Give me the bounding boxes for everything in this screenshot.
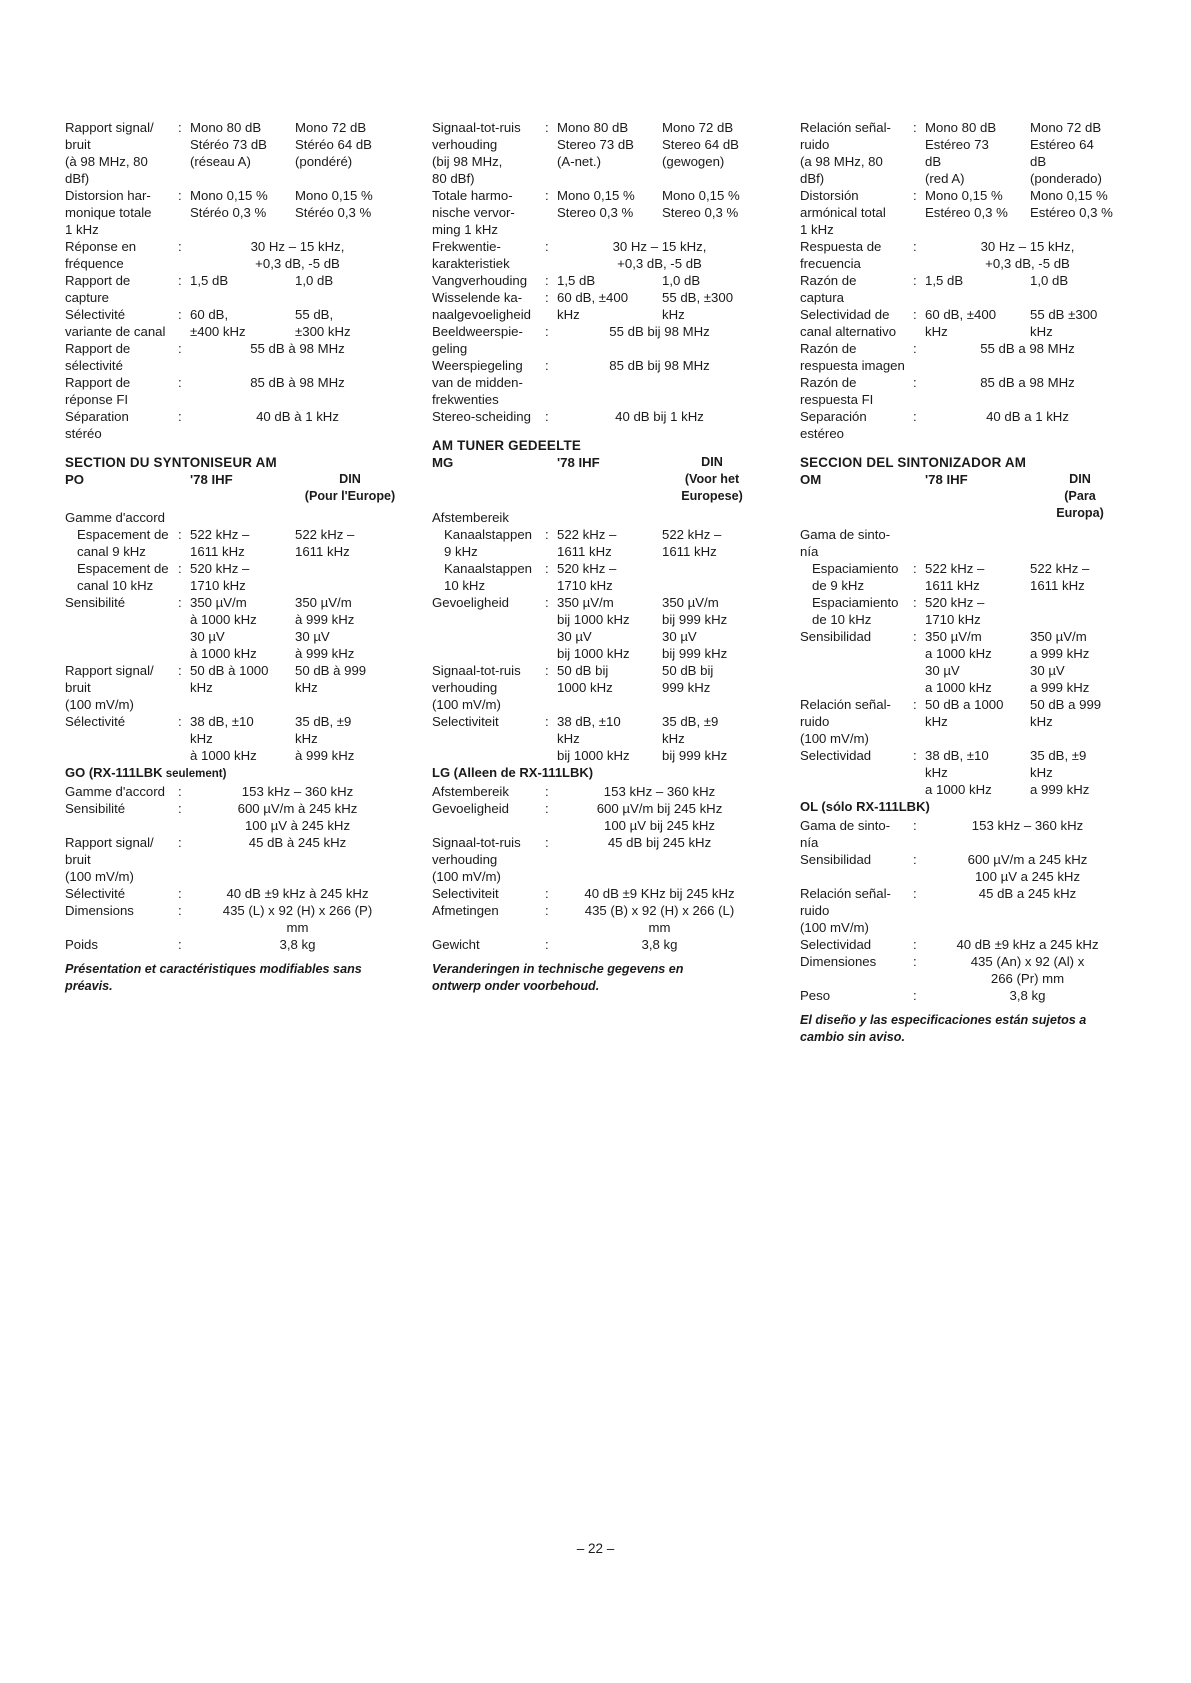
lw-heading-note: seulement) <box>162 768 227 780</box>
spec-label: Afmetingen <box>432 903 499 918</box>
spec-separator: : <box>178 409 182 424</box>
spec-label: Selectividad <box>800 937 872 952</box>
spec-label: Separación estéreo <box>800 409 867 441</box>
spec-value: 85 dB à 98 MHz <box>250 375 345 390</box>
spec-row <box>800 306 1130 340</box>
spec-label: Dimensiones <box>800 954 877 969</box>
am-ihf-label: '78 IHF <box>190 472 233 487</box>
section-heading-am: SECTION DU SYNTONISEUR AM <box>65 455 277 470</box>
spec-value-din: Mono 0,15 % Estéreo 0,3 % <box>1030 188 1113 220</box>
spec-value: 40 dB bij 1 kHz <box>615 409 704 424</box>
spec-value-din: 55 dB, ±300 kHz <box>295 307 351 339</box>
am-din-label: DIN (Voor het Europese) <box>681 455 743 503</box>
spec-row <box>800 696 1130 747</box>
spec-row <box>432 289 762 323</box>
spec-label: Signaal-tot-ruis verhouding (100 mV/m) <box>432 663 521 712</box>
spec-row <box>432 408 762 425</box>
spec-separator: : <box>913 409 917 424</box>
spec-value-ihf: 350 µV/m bij 1000 kHz 30 µV bij 1000 kHz <box>557 595 630 661</box>
spec-separator: : <box>913 954 917 969</box>
section-heading-lw <box>800 798 1130 817</box>
spec-separator: : <box>178 188 182 203</box>
spec-value-din: 522 kHz – 1611 kHz <box>1030 561 1090 593</box>
spec-value-din: 50 dB bij 999 kHz <box>662 663 714 695</box>
spec-separator: : <box>545 663 549 678</box>
footnote-specifications: Présentation et caractéristiques modifiables sans préavis. <box>65 962 362 993</box>
spec-row <box>65 560 405 594</box>
spec-separator: : <box>178 120 182 135</box>
spec-row <box>432 885 762 902</box>
spec-label: Séparation stéréo <box>65 409 129 441</box>
spec-label: Kanaalstappen 9 kHz <box>444 527 532 559</box>
spec-value-ihf: 520 kHz – 1710 kHz <box>925 595 985 627</box>
spec-row <box>432 526 762 560</box>
spec-row <box>800 560 1130 594</box>
am-tuning-range-label: Gamme d'accord <box>65 510 165 525</box>
spec-value-ihf: 520 kHz – 1710 kHz <box>190 561 250 593</box>
am-subheader <box>800 471 1130 522</box>
spec-separator: : <box>913 595 917 610</box>
spec-separator: : <box>545 290 549 305</box>
spec-value-din: 1,0 dB <box>1030 273 1069 288</box>
spec-separator: : <box>545 409 549 424</box>
spec-label: Sélectivité variante de canal <box>65 307 166 339</box>
spec-label: Réponse en fréquence <box>65 239 137 271</box>
spec-label: Selectividad de canal alternativo <box>800 307 897 339</box>
am-band-label: MG <box>432 455 454 470</box>
lw-heading-band: LG (Alleen de RX-111LBK) <box>432 765 594 780</box>
spec-row <box>65 800 405 834</box>
spec-value: 40 dB ±9 kHz à 245 kHz <box>226 886 369 901</box>
spec-label: Distorsion har- monique totale 1 kHz <box>65 188 152 237</box>
spec-value: 55 dB a 98 MHz <box>980 341 1075 356</box>
spec-value-din: 35 dB, ±9 kHz à 999 kHz <box>295 714 355 763</box>
spec-value-ihf: 1,5 dB <box>190 273 229 288</box>
spec-value-din: 350 µV/m à 999 kHz 30 µV à 999 kHz <box>295 595 355 661</box>
spec-value: 45 dB a 245 kHz <box>978 886 1077 901</box>
spec-label: Frekwentie- karakteristiek <box>432 239 510 271</box>
spec-value: 55 dB à 98 MHz <box>250 341 345 356</box>
spec-row <box>65 526 405 560</box>
spec-separator: : <box>545 835 549 850</box>
column-dutch <box>432 119 762 995</box>
spec-label: Gevoeligheid <box>432 595 509 610</box>
spec-separator: : <box>545 358 549 373</box>
spec-row <box>432 783 762 800</box>
spec-value-din: Mono 0,15 % Stereo 0,3 % <box>662 188 740 220</box>
spec-separator: : <box>178 835 182 850</box>
spec-separator: : <box>913 852 917 867</box>
spec-value: 3,8 kg <box>279 937 316 952</box>
spec-separator: : <box>913 937 917 952</box>
spec-row <box>800 851 1130 885</box>
spec-value-din: 522 kHz – 1611 kHz <box>662 527 722 559</box>
spec-label: Signaal-tot-ruis verhouding (bij 98 MHz, 80 dBf) <box>432 120 521 186</box>
spec-value-din: 35 dB, ±9 kHz bij 999 kHz <box>662 714 728 763</box>
spec-value-ihf: 50 dB a 1000 kHz <box>925 697 1004 729</box>
spec-separator: : <box>178 784 182 799</box>
spec-label: Selectiviteit <box>432 714 499 729</box>
spec-separator: : <box>178 307 182 322</box>
spec-value-ihf: 60 dB, ±400 kHz <box>925 307 997 339</box>
spec-label: Espaciamiento de 9 kHz <box>812 561 899 593</box>
spec-label: Espacement de canal 10 kHz <box>77 561 169 593</box>
spec-label: Kanaalstappen 10 kHz <box>444 561 532 593</box>
spec-value: 435 (B) x 92 (H) x 266 (L) mm <box>584 903 735 935</box>
spec-label: Poids <box>65 937 98 952</box>
spec-value-ihf: 50 dB bij 1000 kHz <box>557 663 613 695</box>
footnote-specifications: El diseño y las especificaciones están sujetos a cambio sin aviso. <box>800 1013 1087 1044</box>
spec-separator: : <box>913 886 917 901</box>
spec-value: 30 Hz – 15 kHz, +0,3 dB, -5 dB <box>250 239 345 271</box>
spec-value-ihf: Mono 80 dB Estéreo 73 dB (red A) <box>925 120 997 186</box>
spec-value: 40 dB ±9 kHz a 245 kHz <box>956 937 1099 952</box>
spec-row <box>432 560 762 594</box>
spec-label: Gevoeligheid <box>432 801 509 816</box>
spec-row <box>800 953 1130 987</box>
spec-row <box>800 340 1130 374</box>
spec-row <box>432 119 762 187</box>
spec-value-din: 50 dB a 999 kHz <box>1030 697 1102 729</box>
spec-separator: : <box>545 937 549 952</box>
spec-label: Sensibilidad <box>800 852 872 867</box>
spec-value-ihf: 60 dB, ±400 kHz <box>557 290 629 322</box>
am-subheader <box>432 454 762 505</box>
spec-separator: : <box>913 375 917 390</box>
spec-separator: : <box>545 784 549 799</box>
spec-value-ihf: 1,5 dB <box>925 273 964 288</box>
spec-label: Relación señal- ruido (a 98 MHz, 80 dBf) <box>800 120 891 186</box>
spec-separator: : <box>913 629 917 644</box>
spec-row <box>800 408 1130 442</box>
spec-separator: : <box>913 239 917 254</box>
spec-separator: : <box>545 903 549 918</box>
spec-label: Espacement de canal 9 kHz <box>77 527 169 559</box>
spec-value: 45 dB à 245 kHz <box>248 835 347 850</box>
spec-label: Vangverhouding <box>432 273 528 288</box>
am-ihf-label: '78 IHF <box>925 472 968 487</box>
lw-heading-band: GO (RX-111LBK <box>65 765 163 780</box>
spec-separator: : <box>913 120 917 135</box>
spec-separator: : <box>913 188 917 203</box>
spec-separator: : <box>545 239 549 254</box>
spec-row <box>65 936 405 953</box>
spec-label: Razón de captura <box>800 273 857 305</box>
spec-value: 3,8 kg <box>641 937 678 952</box>
spec-value-ihf: Mono 80 dB Stéréo 73 dB (réseau A) <box>190 120 267 169</box>
spec-row <box>432 323 762 357</box>
spec-value-ihf: 38 dB, ±10 kHz à 1000 kHz <box>190 714 257 763</box>
spec-row <box>65 187 405 238</box>
spec-separator: : <box>178 595 182 610</box>
spec-separator: : <box>545 561 549 576</box>
spec-separator: : <box>913 561 917 576</box>
spec-row <box>65 408 405 442</box>
spec-label: Stereo-scheiding <box>432 409 531 424</box>
spec-row <box>800 594 1130 628</box>
spec-label: Beeldweerspie- geling <box>432 324 523 356</box>
spec-label: Sélectivité <box>65 886 126 901</box>
spec-label: Selectiviteit <box>432 886 499 901</box>
spec-label: Weerspiegeling van de midden- frekwenties <box>432 358 523 407</box>
spec-label: Totale harmo- nische vervor- ming 1 kHz <box>432 188 515 237</box>
spec-separator: : <box>178 663 182 678</box>
spec-row <box>800 885 1130 936</box>
am-ihf-label: '78 IHF <box>557 455 600 470</box>
spec-value: 153 kHz – 360 kHz <box>241 784 354 799</box>
spec-row <box>65 594 405 662</box>
spec-separator: : <box>545 886 549 901</box>
spec-row <box>800 238 1130 272</box>
section-heading-am: AM TUNER GEDEELTE <box>432 438 581 453</box>
spec-label: Gewicht <box>432 937 480 952</box>
spec-value-din: 50 dB à 999 kHz <box>295 663 367 695</box>
spec-separator: : <box>913 341 917 356</box>
spec-value-din: Mono 72 dB Stéréo 64 dB (pondéré) <box>295 120 372 169</box>
spec-value-ihf: 350 µV/m a 1000 kHz 30 µV a 1000 kHz <box>925 629 992 695</box>
spec-value: 3,8 kg <box>1009 988 1046 1003</box>
spec-row <box>65 885 405 902</box>
spec-value: 30 Hz – 15 kHz, +0,3 dB, -5 dB <box>980 239 1075 271</box>
spec-label: Rapport de réponse FI <box>65 375 131 407</box>
spec-label: Sélectivité <box>65 714 126 729</box>
spec-value-din: 55 dB, ±300 kHz <box>662 290 734 322</box>
spec-row <box>800 817 1130 851</box>
spec-value: 435 (An) x 92 (Al) x 266 (Pr) mm <box>970 954 1085 986</box>
spec-label: Razón de respuesta FI <box>800 375 874 407</box>
spec-separator: : <box>913 988 917 1003</box>
spec-row <box>65 374 405 408</box>
spec-row <box>65 834 405 885</box>
spec-value-din: Mono 0,15 % Stéréo 0,3 % <box>295 188 373 220</box>
lw-heading-band: OL (sólo RX-111LBK) <box>800 799 930 814</box>
spec-row <box>432 936 762 953</box>
spec-value-din: 350 µV/m bij 999 kHz 30 µV bij 999 kHz <box>662 595 728 661</box>
spec-value: 600 µV/m a 245 kHz 100 µV a 245 kHz <box>967 852 1088 884</box>
spec-label: Rapport de capture <box>65 273 131 305</box>
spec-value-din: 1,0 dB <box>295 273 334 288</box>
spec-label: Rapport signal/ bruit (100 mV/m) <box>65 663 154 712</box>
spec-row <box>432 902 762 936</box>
spec-value-din: 522 kHz – 1611 kHz <box>295 527 355 559</box>
spec-row <box>432 662 762 713</box>
spec-row <box>800 272 1130 306</box>
spec-row <box>65 272 405 306</box>
spec-value: 600 µV/m bij 245 kHz 100 µV bij 245 kHz <box>596 801 723 833</box>
spec-label: Sensibilidad <box>800 629 872 644</box>
spec-label: Dimensions <box>65 903 134 918</box>
spec-value: 40 dB ±9 KHz bij 245 kHz <box>584 886 735 901</box>
spec-row <box>432 238 762 272</box>
spec-separator: : <box>178 341 182 356</box>
spec-label: Distorsión armónical total 1 kHz <box>800 188 886 237</box>
spec-label: Signaal-tot-ruis verhouding (100 mV/m) <box>432 835 521 884</box>
spec-label: Wisselende ka- naalgevoeligheid <box>432 290 531 322</box>
spec-value-ihf: 522 kHz – 1611 kHz <box>190 527 250 559</box>
spec-separator: : <box>545 188 549 203</box>
spec-value-ihf: Mono 80 dB Stereo 73 dB (A-net.) <box>557 120 634 169</box>
spec-separator: : <box>913 273 917 288</box>
spec-value: 40 dB à 1 kHz <box>256 409 339 424</box>
spec-separator: : <box>913 818 917 833</box>
spec-label: Afstembereik <box>432 784 509 799</box>
spec-value-din: Mono 72 dB Stereo 64 dB (gewogen) <box>662 120 739 169</box>
spec-value: 600 µV/m à 245 kHz 100 µV à 245 kHz <box>237 801 358 833</box>
spec-value-din: 55 dB ±300 kHz <box>1030 307 1098 339</box>
spec-row <box>800 119 1130 187</box>
spec-separator: : <box>178 937 182 952</box>
spec-value-ihf: 350 µV/m à 1000 kHz 30 µV à 1000 kHz <box>190 595 257 661</box>
section-heading-lw <box>65 764 405 783</box>
spec-value: 55 dB bij 98 MHz <box>609 324 710 339</box>
spec-value-ihf: 38 dB, ±10 kHz a 1000 kHz <box>925 748 992 797</box>
spec-separator: : <box>545 714 549 729</box>
spec-value-ihf: 38 dB, ±10 kHz bij 1000 kHz <box>557 714 630 763</box>
spec-row <box>432 357 762 408</box>
spec-row <box>800 187 1130 238</box>
spec-value-ihf: 522 kHz – 1611 kHz <box>925 561 985 593</box>
spec-row <box>432 272 762 289</box>
spec-value-ihf: Mono 0,15 % Estéreo 0,3 % <box>925 188 1008 220</box>
spec-separator: : <box>545 527 549 542</box>
spec-row <box>432 834 762 885</box>
spec-separator: : <box>178 527 182 542</box>
spec-row <box>65 713 405 764</box>
spec-row <box>800 628 1130 696</box>
spec-separator: : <box>545 273 549 288</box>
spec-value: 153 kHz – 360 kHz <box>603 784 716 799</box>
spec-value: 85 dB a 98 MHz <box>980 375 1075 390</box>
spec-value-din: Mono 72 dB Estéreo 64 dB (ponderado) <box>1030 120 1102 186</box>
spec-separator: : <box>178 714 182 729</box>
spec-value-din: 35 dB, ±9 kHz a 999 kHz <box>1030 748 1090 797</box>
section-heading-am: SECCION DEL SINTONIZADOR AM <box>800 455 1027 470</box>
spec-separator: : <box>178 886 182 901</box>
spec-label: Gama de sinto- nía <box>800 818 891 850</box>
am-band-label: OM <box>800 472 822 487</box>
spec-row <box>800 987 1130 1004</box>
spec-separator: : <box>545 801 549 816</box>
spec-row <box>65 238 405 272</box>
section-heading-lw <box>432 764 762 783</box>
spec-label: Sensibilité <box>65 595 126 610</box>
spec-label: Espaciamiento de 10 kHz <box>812 595 899 627</box>
am-band-label: PO <box>65 472 85 487</box>
spec-value-ihf: Mono 0,15 % Stéréo 0,3 % <box>190 188 268 220</box>
spec-value-din: 350 µV/m a 999 kHz 30 µV a 999 kHz <box>1030 629 1090 695</box>
am-din-label: DIN (Para Europa) <box>1056 472 1104 520</box>
spec-separator: : <box>545 595 549 610</box>
spec-value-ihf: 520 kHz – 1710 kHz <box>557 561 617 593</box>
spec-label: Rapport de sélectivité <box>65 341 131 373</box>
spec-value: 153 kHz – 360 kHz <box>971 818 1084 833</box>
spec-separator: : <box>545 324 549 339</box>
spec-value-ihf: 50 dB à 1000 kHz <box>190 663 269 695</box>
spec-label: Gamme d'accord <box>65 784 165 799</box>
spec-row <box>800 374 1130 408</box>
spec-row <box>432 187 762 238</box>
spec-value: 40 dB a 1 kHz <box>986 409 1069 424</box>
spec-value: 435 (L) x 92 (H) x 266 (P) mm <box>222 903 373 935</box>
spec-row <box>65 340 405 374</box>
spec-separator: : <box>545 120 549 135</box>
spec-separator: : <box>913 697 917 712</box>
spec-value: 45 dB bij 245 kHz <box>607 835 712 850</box>
footnote-specifications: Veranderingen in technische gegevens en ontwerp onder voorbehoud. <box>432 962 684 993</box>
spec-separator: : <box>178 903 182 918</box>
spec-row <box>432 713 762 764</box>
am-subheader <box>65 471 405 505</box>
spec-label: Selectividad <box>800 748 872 763</box>
spec-row <box>800 747 1130 798</box>
spec-row <box>65 306 405 340</box>
spec-label: Peso <box>800 988 831 1003</box>
column-spanish <box>800 119 1130 1046</box>
spec-value-ihf: 1,5 dB <box>557 273 596 288</box>
spec-label: Razón de respuesta imagen <box>800 341 905 373</box>
spec-row <box>65 119 405 187</box>
spec-value-ihf: 522 kHz – 1611 kHz <box>557 527 617 559</box>
spec-label: Respuesta de frecuencia <box>800 239 882 271</box>
spec-label: Sensibilité <box>65 801 126 816</box>
spec-row <box>800 936 1130 953</box>
spec-value: 85 dB bij 98 MHz <box>609 358 710 373</box>
spec-separator: : <box>913 307 917 322</box>
spec-separator: : <box>178 375 182 390</box>
spec-row <box>432 594 762 662</box>
column-french <box>65 119 405 995</box>
spec-value-din: 1,0 dB <box>662 273 701 288</box>
spec-row <box>65 662 405 713</box>
spec-value-ihf: Mono 0,15 % Stereo 0,3 % <box>557 188 635 220</box>
page-number: – 22 – <box>576 1541 615 1556</box>
spec-row <box>65 902 405 936</box>
am-tuning-range-label: Gama de sinto- nía <box>800 527 891 559</box>
spec-separator: : <box>178 273 182 288</box>
spec-separator: : <box>178 561 182 576</box>
spec-row <box>65 783 405 800</box>
spec-value: 30 Hz – 15 kHz, +0,3 dB, -5 dB <box>612 239 707 271</box>
spec-separator: : <box>178 239 182 254</box>
spec-value-ihf: 60 dB, ±400 kHz <box>190 307 246 339</box>
am-tuning-range-label: Afstembereik <box>432 510 509 525</box>
am-din-label: DIN (Pour l'Europe) <box>304 472 396 503</box>
spec-separator: : <box>178 801 182 816</box>
spec-label: Rapport signal/ bruit (à 98 MHz, 80 dBf) <box>65 120 154 186</box>
spec-label: Rapport signal/ bruit (100 mV/m) <box>65 835 154 884</box>
spec-label: Relación señal- ruido (100 mV/m) <box>800 697 891 746</box>
spec-separator: : <box>913 748 917 763</box>
spec-label: Relación señal- ruido (100 mV/m) <box>800 886 891 935</box>
spec-row <box>432 800 762 834</box>
